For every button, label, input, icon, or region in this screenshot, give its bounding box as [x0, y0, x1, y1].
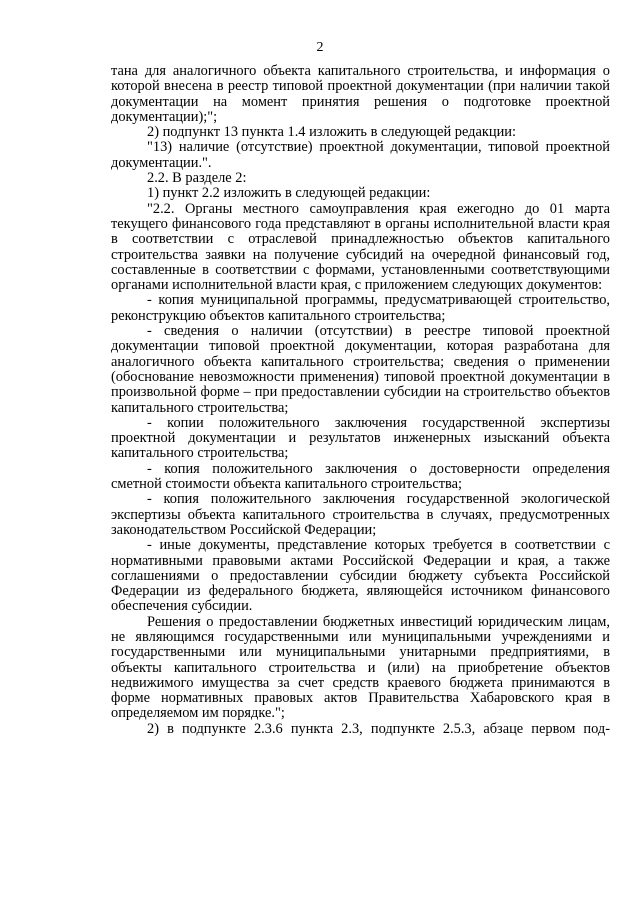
list-item-estimate-conclusion: - копия положительного заключения о достоверности определения сметной стоимости объекта капитального строительства; [111, 460, 610, 493]
paragraph-item-1: 1) пункт 2.2 изложить в следующей редакции: [147, 185, 431, 202]
list-item-program-copy: - копия муниципальной программы, предусматривающей строительство, реконструкцию объектов капитального строительства; [111, 292, 610, 324]
paragraph-continuation: тана для аналогичного объекта капитального строительства, и информация о которой внесена в реестр типовой проектной документации (при наличии такой документации на момент принятия решения о подготовке проектной документации);"; [111, 63, 610, 125]
paragraph-section-2-2: 2.2. В разделе 2: [147, 170, 247, 187]
paragraph-quote-13: "13) наличие (отсутствие) проектной документации, типовой проектной документации.". [111, 139, 610, 171]
paragraph-clause-2-2: "2.2. Органы местного самоуправления края ежегодно до 01 марта текущего финансового года представляют в органы исполнительной власти края в соответствии с отраслевой принадлежностью объектов капитального строительства заявки на получение субсидий на очередной финансовый год, составленные в соответствии с формами, установленными соответствующими органами исполнительной власти края, с приложением следующих документов: [111, 200, 610, 294]
page-number: 2 [316, 40, 324, 55]
list-item-registry-info: - сведения о наличии (отсутствии) в реестре типовой проектной документации типовой проектной документации, которая разработана для аналогичного объекта капитального строительства; сведения о применении (обоснование невозможности применения) типовой проектной документации в произвольной форме – при предоставлении субсидии на строительство объектов капитального строительства; [111, 323, 610, 416]
paragraph-investment-decisions: Решения о предоставлении бюджетных инвестиций юридическим лицам, не являющимся государственными или муниципальными учреждениями и государственными или муниципальными унитарными предприятиями, в объекты капитального строительства и (или) на приобретение объектов недвижимого имущества за счет средств краевого бюджета принимаются в форме нормативных правовых актов Правительства Хабаровского края в определяемом им порядке."; [111, 613, 610, 722]
list-item-ecological-expertise: - копия положительного заключения государственной экологической экспертизы объекта капитального строительства в случаях, предусмотренных законодательством Российской Федерации; [111, 491, 610, 538]
paragraph-subitem-2: 2) подпункт 13 пункта 1.4 изложить в следующей редакции: [147, 124, 516, 141]
paragraph-item-2-cutoff: 2) в подпункте 2.3.6 пункта 2.3, подпункте 2.5.3, абзаце первом под- [147, 720, 610, 737]
list-item-expertise-copy: - копии положительного заключения государственной экспертизы проектной документации и результатов инженерных изысканий объекта капитального строительства; [111, 414, 610, 462]
list-item-other-documents: - иные документы, представление которых требуется в соответствии с нормативными правовыми актами Российской Федерации и края, а также соглашениями о предоставлении субсидии бюджету субъекта Российской Федерации из федерального бюджета, являющейся источником финансового обеспечения субсидии. [111, 537, 610, 615]
document-body [111, 64, 610, 737]
